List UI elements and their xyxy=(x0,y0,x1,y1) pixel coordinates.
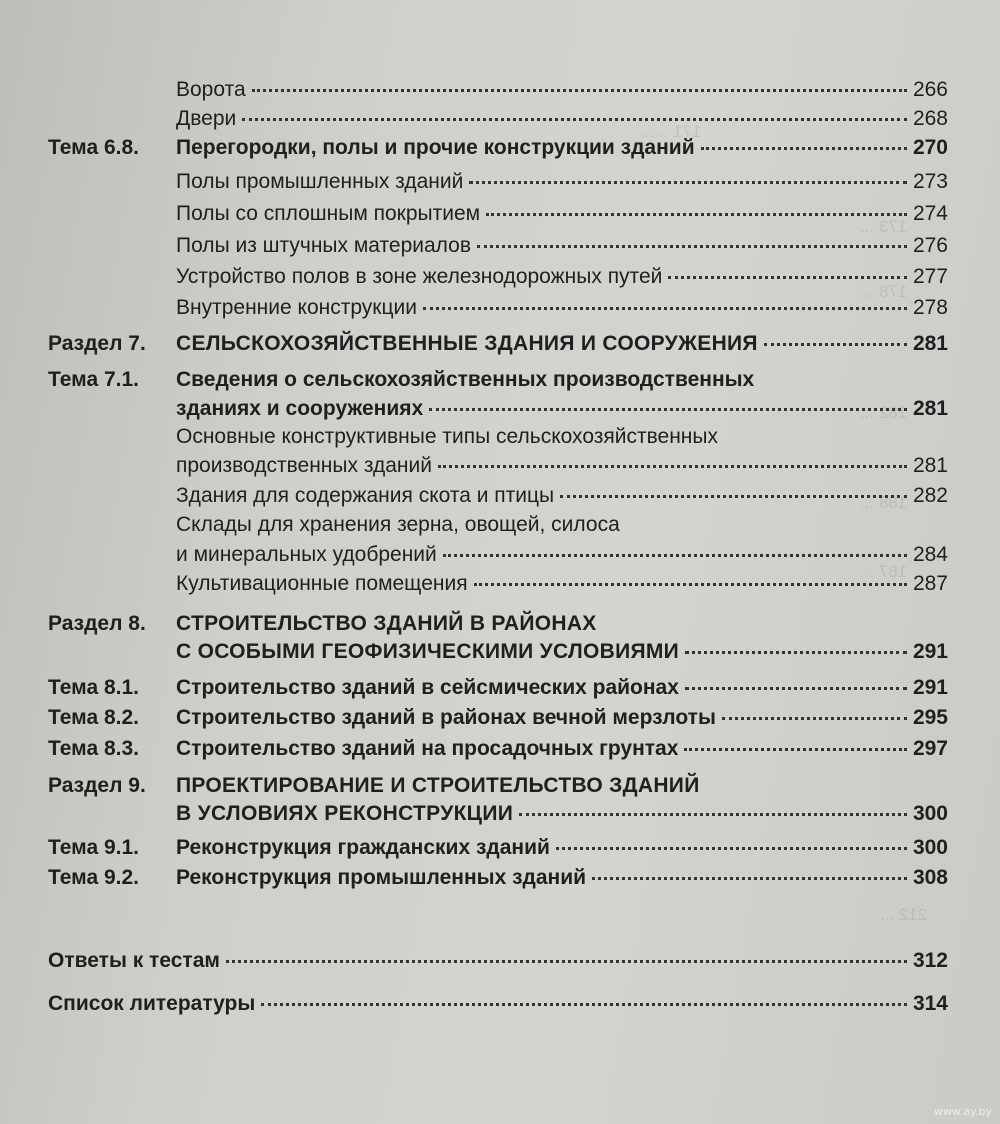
toc-entry-title: Склады для хранения зерна, овощей, силоса xyxy=(176,513,620,536)
leader-dots xyxy=(764,343,907,346)
toc-entry-title: Полы со сплошным покрытием xyxy=(176,202,481,225)
toc-entry-title: производственных зданий xyxy=(176,454,432,477)
toc-entry-title: Основные конструктивные типы сельскохозяйственных xyxy=(176,425,719,448)
toc-entry-page-number: 276 xyxy=(912,234,948,257)
bleed-through-decoration: 182 ... xyxy=(860,403,908,422)
leader-dots xyxy=(443,554,907,557)
toc-entry-page-number: 297 xyxy=(912,737,948,760)
leader-dots xyxy=(477,245,907,248)
toc-entry-number: Тема 7.1. xyxy=(48,368,139,391)
toc-entry-title: Реконструкция гражданских зданий xyxy=(176,836,550,859)
toc-entry-page-number: 268 xyxy=(912,107,948,130)
toc-entry-title: Полы из штучных материалов xyxy=(176,234,471,257)
toc-entry-title: Строительство зданий на просадочных грунтах xyxy=(176,737,679,760)
toc-entry-title: Ответы к тестам xyxy=(48,949,220,972)
leader-dots xyxy=(519,813,907,816)
toc-entry-page-number: 281 xyxy=(912,332,948,355)
leader-dots xyxy=(474,583,907,586)
toc-entry-title: ПРОЕКТИРОВАНИЕ И СТРОИТЕЛЬСТВО ЗДАНИЙ xyxy=(176,774,700,797)
bleed-through-decoration: 178 ... xyxy=(860,282,908,301)
bleed-through-decoration: 188 ... xyxy=(860,493,908,512)
toc-entry-number: Тема 8.3. xyxy=(48,737,139,760)
toc-entry-title: Перегородки, полы и прочие конструкции зданий xyxy=(176,136,695,159)
toc-entry-title: Реконструкция промышленных зданий xyxy=(176,866,587,889)
toc-entry-number: Тема 9.1. xyxy=(48,836,139,859)
toc-entry-title: Ворота xyxy=(176,78,246,101)
watermark: www.ay.by xyxy=(933,1105,992,1118)
leader-dots xyxy=(668,276,907,279)
toc-entry-number: Тема 9.2. xyxy=(48,866,139,889)
leader-dots xyxy=(242,118,907,121)
leader-dots xyxy=(722,717,907,720)
leader-dots xyxy=(685,687,907,690)
bleed-through-decoration: 171 ...... xyxy=(640,122,702,141)
toc-entry-page-number: 282 xyxy=(912,484,948,507)
toc-entry-title: Полы промышленных зданий xyxy=(176,170,464,193)
toc-entry-title: Строительство зданий в районах вечной мерзлоты xyxy=(176,706,716,729)
leader-dots xyxy=(423,307,907,310)
toc-entry-title: и минеральных удобрений xyxy=(176,543,437,566)
toc-entry-page-number: 266 xyxy=(912,78,948,101)
toc-entry-page-number: 312 xyxy=(912,949,948,972)
toc-entry-page-number: 291 xyxy=(912,676,948,699)
toc-entry-title: Двери xyxy=(176,107,237,130)
toc-entry-title: Строительство зданий в сейсмических районах xyxy=(176,676,679,699)
bleed-through-decoration: 173 ... xyxy=(860,217,908,236)
toc-entry-page-number: 278 xyxy=(912,296,948,319)
leader-dots xyxy=(469,181,907,184)
toc-entry-page-number: 300 xyxy=(912,802,948,825)
toc-entry-number: Раздел 9. xyxy=(48,774,146,797)
toc-entry-page-number: 287 xyxy=(912,572,948,595)
toc-entry-page-number: 270 xyxy=(912,136,948,159)
toc-entry-title: Устройство полов в зоне железнодорожных путей xyxy=(176,265,663,288)
toc-entry-title: С ОСОБЫМИ ГЕОФИЗИЧЕСКИМИ УСЛОВИЯМИ xyxy=(176,640,680,663)
toc-entry-title: СТРОИТЕЛЬСТВО ЗДАНИЙ В РАЙОНАХ xyxy=(176,612,597,635)
leader-dots xyxy=(486,213,907,216)
toc-entry-page-number: 281 xyxy=(912,397,948,420)
toc-entry-title: Здания для содержания скота и птицы xyxy=(176,484,555,507)
leader-dots xyxy=(438,465,907,468)
toc-entry-number: Тема 8.2. xyxy=(48,706,139,729)
leader-dots xyxy=(556,847,907,850)
leader-dots xyxy=(261,1003,907,1006)
toc-entry-title: Сведения о сельскохозяйственных производственных xyxy=(176,368,755,391)
toc-entry-number: Тема 8.1. xyxy=(48,676,139,699)
toc-entry-title: зданиях и сооружениях xyxy=(176,397,424,420)
toc-entry-page-number: 277 xyxy=(912,265,948,288)
bleed-through-decoration: 212 ... xyxy=(880,905,928,924)
leader-dots xyxy=(684,748,907,751)
toc-entry-title: Культивационные помещения xyxy=(176,572,468,595)
toc-entry-title: В УСЛОВИЯХ РЕКОНСТРУКЦИИ xyxy=(176,802,514,825)
toc-entry-number: Тема 6.8. xyxy=(48,136,139,159)
toc-entry-page-number: 274 xyxy=(912,202,948,225)
toc-entry-number: Раздел 8. xyxy=(48,612,146,635)
leader-dots xyxy=(429,408,907,411)
leader-dots xyxy=(592,877,907,880)
toc-entry-page-number: 308 xyxy=(912,866,948,889)
toc-entry-page-number: 295 xyxy=(912,706,948,729)
toc-entry-title: СЕЛЬСКОХОЗЯЙСТВЕННЫЕ ЗДАНИЯ И СООРУЖЕНИЯ xyxy=(176,332,758,355)
toc-entry-page-number: 281 xyxy=(912,454,948,477)
leader-dots xyxy=(701,147,907,150)
toc-entry-title: Внутренние конструкции xyxy=(176,296,417,319)
toc-entry-number: Раздел 7. xyxy=(48,332,146,355)
toc-entry-page-number: 300 xyxy=(912,836,948,859)
leader-dots xyxy=(226,960,907,963)
toc-entry-page-number: 291 xyxy=(912,640,948,663)
toc-entry-page-number: 284 xyxy=(912,543,948,566)
leader-dots xyxy=(252,89,907,92)
bleed-through-decoration: 187 ... xyxy=(860,562,908,581)
toc-entry-page-number: 273 xyxy=(912,170,948,193)
leader-dots xyxy=(560,495,907,498)
leader-dots xyxy=(685,651,907,654)
toc-entry-title: Список литературы xyxy=(48,992,256,1015)
toc-entry-page-number: 314 xyxy=(912,992,948,1015)
